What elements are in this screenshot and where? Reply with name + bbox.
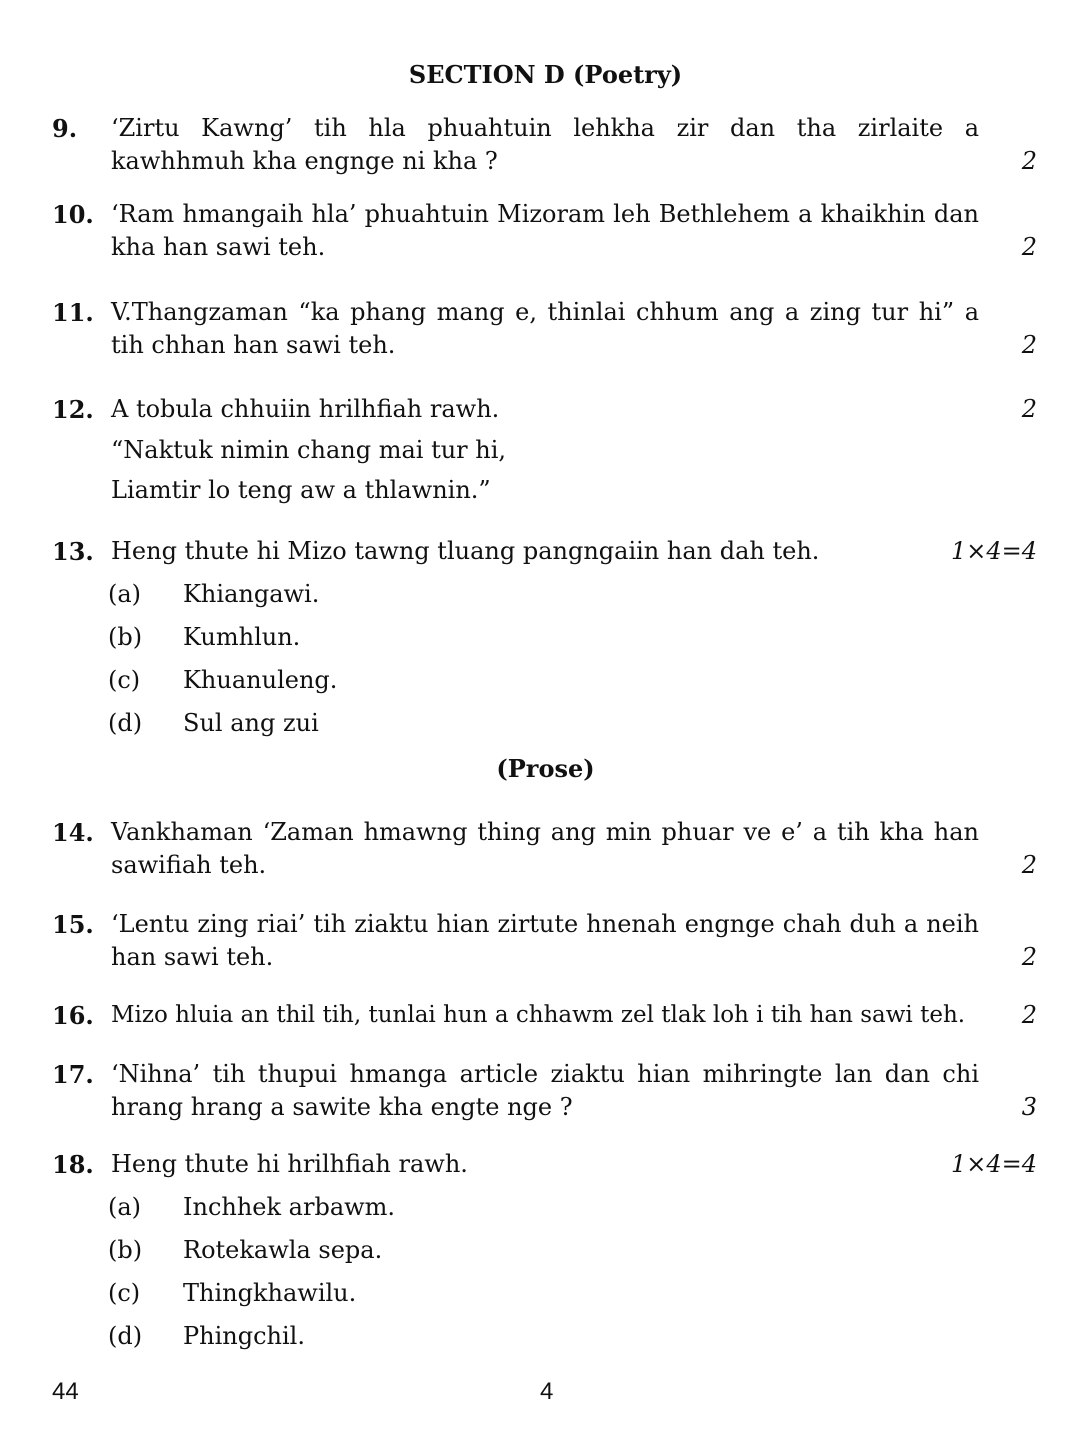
question-text: Mizo hluia an thil tih, tunlai hun a chhawm zel tlak loh i tih han sawi teh. bbox=[111, 1002, 966, 1028]
option-label: (b) bbox=[108, 1236, 143, 1264]
question-marks: 3 bbox=[1021, 1093, 1037, 1121]
question-12 bbox=[52, 393, 1037, 510]
option-text: Phingchil. bbox=[183, 1322, 305, 1350]
question-17 bbox=[52, 1058, 1037, 1124]
question-text: Heng thute hi Mizo tawng tluang pangngaiin han dah teh. bbox=[111, 537, 820, 565]
question-marks: 2 bbox=[1021, 851, 1037, 879]
option-c bbox=[108, 666, 337, 694]
page-number: 4 bbox=[540, 1378, 554, 1405]
option-a bbox=[108, 580, 319, 608]
question-text: Vankhaman ‘Zaman hmawng thing ang min phuar ve e’ a tih kha han sawifiah teh. bbox=[111, 818, 979, 879]
question-number: 12. bbox=[52, 395, 94, 424]
prose-heading: (Prose) bbox=[496, 754, 595, 783]
question-13 bbox=[52, 535, 1037, 568]
question-number: 15. bbox=[52, 910, 94, 939]
question-marks: 1×4=4 bbox=[950, 537, 1037, 565]
question-text: Heng thute hi hrilhfiah rawh. bbox=[111, 1150, 468, 1178]
question-number: 11. bbox=[52, 298, 94, 327]
option-label: (d) bbox=[108, 709, 143, 737]
option-b bbox=[108, 623, 300, 651]
paper-code: 44 bbox=[52, 1378, 79, 1405]
question-text: A tobula chhuiin hrilhfiah rawh. bbox=[111, 395, 500, 423]
option-label: (d) bbox=[108, 1322, 143, 1350]
question-text: ‘Zirtu Kawng’ tih hla phuahtuin lehkha zir dan tha zirlaite a kawhhmuh kha engnge ni kha ? bbox=[111, 114, 979, 175]
question-text: ‘Ram hmangaih hla’ phuahtuin Mizoram leh Bethlehem a khaikhin dan kha han sawi teh. bbox=[111, 200, 979, 261]
question-text: V.Thangzaman “ka phang mang e, thinlai chhum ang a zing tur hi” a tih chhan han sawi teh. bbox=[111, 298, 979, 359]
question-text: ‘Nihna’ tih thupui hmanga article ziaktu hian mihringte lan dan chi hrang hrang a sawite kha engte nge ? bbox=[111, 1060, 979, 1121]
verse-line: “Naktuk nimin chang mai tur hi, bbox=[111, 436, 507, 464]
question-14 bbox=[52, 816, 1037, 882]
question-marks: 2 bbox=[1021, 233, 1037, 261]
option-text: Sul ang zui bbox=[183, 709, 319, 737]
option-d bbox=[108, 709, 319, 737]
question-number: 10. bbox=[52, 200, 94, 229]
question-number: 9. bbox=[52, 114, 78, 143]
option-text: Kumhlun. bbox=[183, 623, 301, 651]
quoted-verse bbox=[111, 430, 1037, 510]
question-16 bbox=[52, 999, 1037, 1032]
option-text: Inchhek arbawm. bbox=[183, 1193, 396, 1221]
option-c bbox=[108, 1279, 356, 1307]
question-marks: 2 bbox=[1021, 1001, 1037, 1029]
option-text: Khiangawi. bbox=[183, 580, 320, 608]
section-d-heading: SECTION D (Poetry) bbox=[408, 60, 683, 89]
question-10 bbox=[52, 198, 1037, 264]
question-number: 13. bbox=[52, 537, 94, 566]
option-label: (c) bbox=[108, 1279, 141, 1307]
option-label: (a) bbox=[108, 1193, 142, 1221]
question-text: ‘Lentu zing riai’ tih ziaktu hian zirtute hnenah engnge chah duh a neih han sawi teh. bbox=[111, 910, 979, 971]
option-label: (a) bbox=[108, 580, 142, 608]
question-marks: 2 bbox=[1021, 943, 1037, 971]
verse-line: Liamtir lo teng aw a thlawnin.” bbox=[111, 476, 491, 504]
option-label: (b) bbox=[108, 623, 143, 651]
question-number: 18. bbox=[52, 1150, 94, 1179]
option-text: Rotekawla sepa. bbox=[183, 1236, 383, 1264]
question-number: 17. bbox=[52, 1060, 94, 1089]
option-a bbox=[108, 1193, 395, 1221]
option-text: Khuanuleng. bbox=[183, 666, 338, 694]
question-11 bbox=[52, 296, 1037, 362]
option-b bbox=[108, 1236, 382, 1264]
question-number: 16. bbox=[52, 1001, 94, 1030]
question-marks: 2 bbox=[1021, 395, 1037, 423]
question-15 bbox=[52, 908, 1037, 974]
question-marks: 2 bbox=[1021, 331, 1037, 359]
option-d bbox=[108, 1322, 305, 1350]
question-9 bbox=[52, 112, 1037, 178]
question-18 bbox=[52, 1148, 1037, 1181]
option-text: Thingkhawilu. bbox=[183, 1279, 357, 1307]
option-label: (c) bbox=[108, 666, 141, 694]
question-marks: 2 bbox=[1021, 147, 1037, 175]
question-number: 14. bbox=[52, 818, 94, 847]
question-marks: 1×4=4 bbox=[950, 1150, 1037, 1178]
